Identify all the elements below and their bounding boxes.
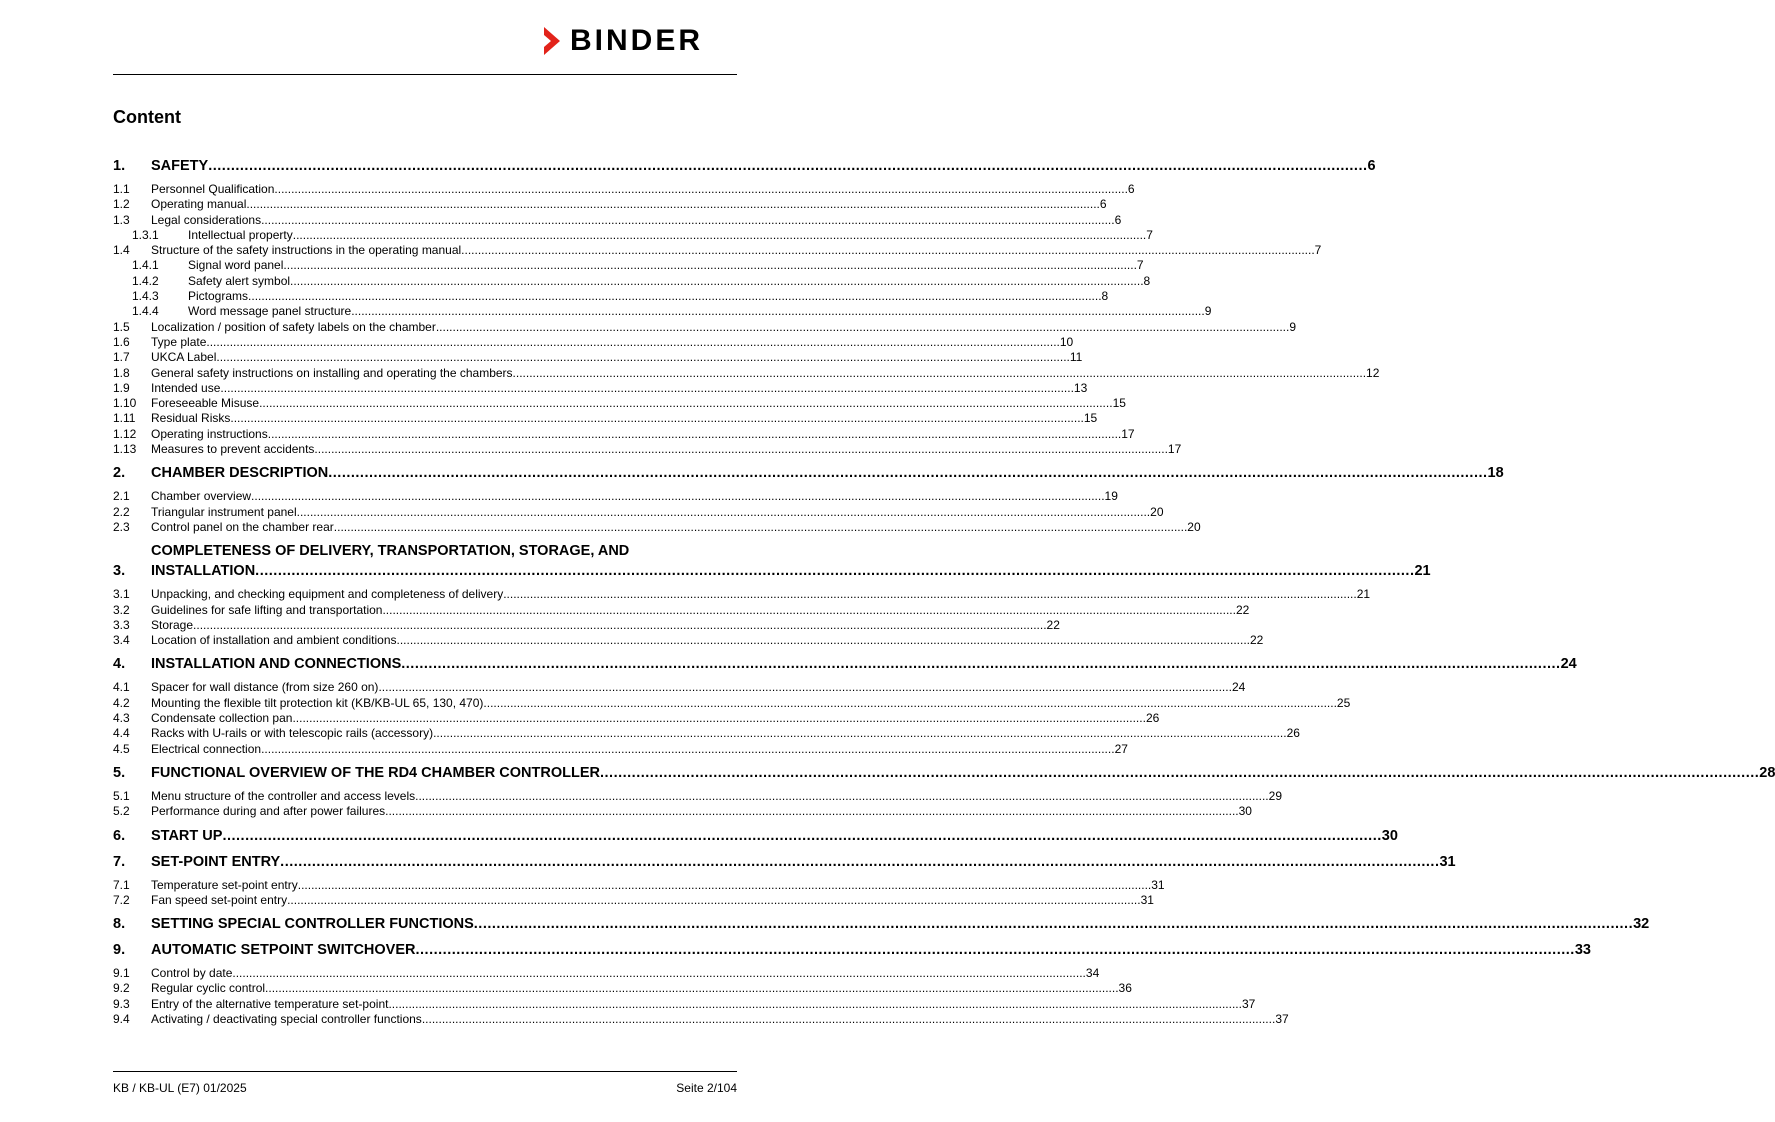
toc-number: 3.	[113, 563, 126, 580]
dot-leader	[483, 696, 1337, 711]
toc-page-number: 7	[1314, 243, 1322, 258]
dot-leader	[334, 520, 1188, 535]
dot-leader	[382, 603, 1236, 618]
toc-page-number: 31	[1439, 853, 1456, 870]
toc-title: Triangular instrument panel	[151, 504, 297, 519]
brand-name: BINDER	[570, 24, 704, 57]
toc-section[interactable]	[113, 877, 1165, 893]
toc-title: Fan speed set-point entry	[151, 892, 288, 907]
toc-title: Foreseeable Misuse	[151, 396, 260, 411]
toc-page-number: 34	[1085, 966, 1100, 981]
toc-page-number: 15	[1083, 411, 1098, 426]
toc-number: 2.	[113, 465, 126, 482]
toc-section[interactable]	[113, 602, 1250, 618]
toc-page-number: 10	[1059, 334, 1074, 349]
toc-number: 9.1	[113, 966, 130, 981]
toc-number: 4.4	[113, 726, 130, 741]
toc-title: Guidelines for safe lifting and transportation	[151, 602, 383, 617]
dot-leader	[388, 997, 1242, 1012]
toc-number: 7.1	[113, 877, 130, 892]
toc-title: Unpacking, and checking equipment and completeness of delivery	[151, 587, 504, 602]
toc-section[interactable]	[113, 1011, 1289, 1027]
toc-chapter[interactable]	[113, 940, 1591, 960]
toc-page-number: 24	[1560, 656, 1577, 673]
dot-leader	[255, 561, 1414, 581]
toc-number: 9.4	[113, 1011, 130, 1026]
toc-page-number: 17	[1121, 426, 1135, 441]
toc-title: Operating instructions	[151, 426, 268, 441]
toc-number: 1.13	[113, 442, 137, 457]
toc-title: Operating manual	[151, 197, 247, 212]
toc-title: AUTOMATIC SETPOINT SWITCHOVER	[151, 942, 416, 959]
toc-chapter[interactable]	[113, 463, 1504, 483]
dot-leader	[328, 463, 1487, 483]
dot-leader	[206, 335, 1060, 350]
toc-number: 1.9	[113, 380, 130, 395]
toc-title: COMPLETENESS OF DELIVERY, TRANSPORTATION, STORAGE, AND	[151, 543, 630, 560]
toc-title: Measures to prevent accidents	[151, 442, 315, 457]
dot-leader	[600, 763, 1759, 783]
toc-title-continued: INSTALLATION	[151, 563, 256, 580]
toc-page-number: 21	[1356, 587, 1371, 602]
toc-number: 4.1	[113, 680, 130, 695]
toc-number: 3.3	[113, 617, 130, 632]
toc-page-number: 37	[1241, 996, 1256, 1011]
toc-title: Condensate collection pan	[151, 711, 293, 726]
dot-leader	[232, 966, 1086, 981]
toc-page-number: 20	[1150, 504, 1164, 519]
toc-title: CHAMBER DESCRIPTION	[151, 465, 329, 482]
toc-page-number: 13	[1073, 380, 1088, 395]
binder-logo-icon	[542, 27, 562, 55]
toc-page-number: 24	[1231, 680, 1246, 695]
toc-page-number: 27	[1114, 741, 1128, 756]
dot-leader	[378, 680, 1232, 695]
toc-section[interactable]	[113, 617, 1060, 633]
toc-section[interactable]	[113, 212, 1122, 228]
toc-chapter[interactable]	[113, 156, 1376, 176]
toc-section[interactable]	[113, 981, 1132, 996]
toc-number: 1.4.3	[132, 289, 159, 304]
dot-leader	[287, 893, 1141, 908]
toc-title: Electrical connection	[151, 741, 262, 756]
toc-number: 4.3	[113, 711, 130, 726]
dot-leader	[208, 156, 1367, 176]
dot-leader	[436, 320, 1290, 335]
toc-page-number: 22	[1250, 633, 1264, 648]
dot-leader	[280, 852, 1439, 872]
toc-number: 3.2	[113, 602, 130, 617]
toc-page-number: 33	[1574, 942, 1591, 959]
toc-page-number: 19	[1104, 489, 1118, 504]
toc-page-number: 6	[1367, 158, 1376, 174]
toc-section[interactable]	[113, 504, 1164, 520]
dot-leader	[261, 213, 1115, 228]
toc-page-number: 22	[1046, 617, 1060, 632]
dot-leader	[261, 742, 1115, 757]
dot-leader	[230, 411, 1084, 426]
toc-number: 3.1	[113, 587, 130, 602]
toc-number: 5.1	[113, 788, 130, 803]
toc-number: 6.	[113, 827, 126, 844]
toc-title: Pictograms	[188, 289, 249, 304]
toc-chapter[interactable]	[113, 763, 1775, 783]
toc-page-number: 11	[1069, 350, 1083, 365]
toc-section[interactable]	[113, 695, 1351, 711]
toc-page-number: 26	[1286, 726, 1300, 741]
toc-number: 9.2	[113, 981, 130, 996]
toc-number: 4.5	[113, 741, 130, 756]
toc-page-number: 15	[1112, 396, 1126, 411]
toc-page-number: 18	[1487, 465, 1504, 482]
dot-leader	[461, 243, 1315, 258]
toc-title: Racks with U-rails or with telescopic rails (accessory)	[151, 726, 434, 741]
header-divider	[113, 74, 737, 75]
toc-title: Word message panel structure	[188, 304, 352, 319]
toc-number: 5.2	[113, 804, 130, 819]
toc-title: Safety alert symbol	[188, 273, 291, 288]
dot-leader	[216, 350, 1070, 365]
toc-number: 4.2	[113, 695, 130, 710]
toc-page-number: 30	[1381, 827, 1398, 844]
toc-subsection[interactable]	[113, 227, 1153, 243]
toc-number: 1.2	[113, 197, 130, 212]
toc-subsection[interactable]	[113, 304, 1212, 319]
dot-leader	[415, 789, 1269, 804]
toc-section[interactable]	[113, 380, 1088, 396]
toc-title: Performance during and after power failures	[151, 804, 386, 819]
dot-leader	[265, 981, 1119, 996]
toc-number: 1.6	[113, 334, 130, 349]
toc-number: 2.2	[113, 504, 130, 519]
toc-number: 9.	[113, 942, 126, 959]
toc-title: Personnel Qualification	[151, 182, 275, 196]
toc-title: General safety instructions on installing and operating the chambers	[151, 365, 513, 380]
dot-leader	[293, 228, 1147, 243]
toc-title: Entry of the alternative temperature set-point	[151, 996, 389, 1011]
toc-page-number: 36	[1118, 981, 1132, 996]
toc-title: SETTING SPECIAL CONTROLLER FUNCTIONS	[151, 916, 474, 933]
dot-leader	[297, 505, 1151, 520]
toc-title: Intended use	[151, 380, 221, 395]
dot-leader	[292, 711, 1146, 726]
toc-section[interactable]	[113, 741, 1128, 757]
toc-title: Residual Risks	[151, 411, 231, 426]
dot-leader	[298, 878, 1152, 893]
toc-section[interactable]	[113, 426, 1135, 442]
toc-section[interactable]	[113, 804, 1252, 819]
toc-title: SET-POINT ENTRY	[151, 853, 281, 870]
toc-page-number: 26	[1145, 711, 1160, 726]
toc-title: Activating / deactivating special controller functions	[151, 1011, 422, 1026]
toc-title: Location of installation and ambient conditions	[151, 633, 397, 648]
toc-page-number: 31	[1140, 892, 1154, 907]
toc-number: 1.4.2	[132, 273, 159, 288]
dot-leader	[433, 726, 1287, 741]
toc-section[interactable]	[113, 711, 1160, 726]
dot-leader	[397, 633, 1251, 648]
toc-page-number: 9	[1204, 304, 1212, 319]
toc-page-number: 12	[1366, 365, 1380, 380]
toc-number: 5.	[113, 764, 126, 781]
toc-page-number: 20	[1187, 519, 1201, 534]
toc-number: 1.4.1	[132, 258, 159, 273]
toc-chapter[interactable]	[113, 852, 1456, 872]
toc-title: Temperature set-point entry	[151, 877, 298, 892]
toc-title: Control panel on the chamber rear	[151, 519, 334, 534]
dot-leader	[513, 366, 1367, 381]
dot-leader	[246, 197, 1100, 212]
toc-page-number: 37	[1275, 1011, 1289, 1026]
toc-section[interactable]	[113, 519, 1201, 535]
toc-section[interactable]	[113, 334, 1074, 350]
toc-number: 7.2	[113, 892, 130, 907]
toc-page-number: 25	[1336, 695, 1351, 710]
footer-divider	[113, 1071, 737, 1072]
toc-number: 1.	[113, 158, 126, 174]
dot-leader	[416, 940, 1575, 960]
toc-title: Signal word panel	[188, 258, 284, 273]
footer-document-id: KB / KB-UL (E7) 01/2025	[113, 1081, 247, 1095]
page-title: Content	[113, 107, 181, 127]
toc-page-number: 17	[1167, 442, 1182, 457]
toc-title: Regular cyclic control	[151, 981, 266, 996]
dot-leader	[474, 914, 1633, 934]
brand-logo	[542, 24, 703, 58]
dot-leader	[248, 289, 1102, 304]
toc-page-number: 7	[1136, 258, 1144, 273]
toc-page-number: 6	[1127, 182, 1135, 196]
toc-subsection[interactable]	[113, 258, 1144, 273]
toc-section[interactable]	[113, 892, 1154, 908]
toc-number: 3.4	[113, 633, 130, 648]
dot-leader	[259, 396, 1113, 411]
toc-section[interactable]	[113, 350, 1083, 365]
footer-page-number: Seite 2/104	[676, 1081, 737, 1095]
toc-section[interactable]	[113, 489, 1118, 504]
dot-leader	[220, 381, 1074, 396]
toc-page-number: 6	[1099, 197, 1107, 212]
toc-title: INSTALLATION AND CONNECTIONS	[151, 656, 402, 673]
toc-chapter[interactable]	[113, 914, 1650, 934]
toc-number: 1.3	[113, 212, 130, 227]
dot-leader	[422, 1012, 1276, 1027]
toc-section[interactable]	[113, 587, 1371, 602]
toc-section[interactable]	[113, 411, 1098, 426]
toc-number: 1.5	[113, 319, 130, 334]
dot-leader	[314, 442, 1168, 457]
toc-section[interactable]	[113, 788, 1282, 804]
toc-section[interactable]	[113, 243, 1322, 258]
toc-number: 1.4.4	[132, 304, 159, 319]
toc-number: 9.3	[113, 996, 130, 1011]
toc-section[interactable]	[113, 396, 1126, 411]
table-of-contents	[113, 156, 1775, 1027]
toc-title: UKCA Label	[151, 350, 217, 365]
toc-chapter[interactable]	[113, 826, 1398, 846]
toc-page-number: 21	[1414, 563, 1431, 580]
toc-title: Localization / position of safety labels on the chamber	[151, 319, 436, 334]
toc-title: Type plate	[151, 334, 207, 349]
toc-section[interactable]	[113, 680, 1246, 695]
toc-title: Control by date	[151, 966, 233, 981]
toc-number: 1.7	[113, 350, 130, 365]
toc-page-number: 8	[1143, 273, 1151, 288]
dot-leader	[222, 826, 1381, 846]
toc-page-number: 32	[1633, 916, 1650, 933]
toc-page-number: 6	[1114, 212, 1122, 227]
dot-leader	[274, 182, 1128, 197]
dot-leader	[268, 427, 1122, 442]
toc-page-number: 28	[1759, 764, 1775, 781]
toc-title: Spacer for wall distance (from size 260 on)	[151, 680, 379, 695]
toc-number: 1.10	[113, 396, 137, 411]
dot-leader	[351, 304, 1205, 319]
toc-title: Intellectual property	[188, 227, 293, 242]
toc-subsection[interactable]	[113, 289, 1109, 304]
dot-leader	[385, 804, 1239, 819]
toc-page-number: 7	[1146, 227, 1153, 242]
toc-section[interactable]	[113, 442, 1182, 457]
toc-subsection[interactable]	[113, 273, 1151, 289]
toc-page-number: 9	[1289, 319, 1297, 334]
toc-page-number: 8	[1101, 289, 1109, 304]
toc-number: 8.	[113, 916, 126, 933]
toc-section[interactable]	[113, 726, 1300, 741]
toc-section[interactable]	[113, 633, 1264, 648]
toc-number: 1.11	[113, 411, 136, 426]
toc-number: 2.3	[113, 519, 130, 534]
toc-title: Storage	[151, 617, 194, 632]
toc-number: 4.	[113, 656, 126, 673]
dot-leader	[290, 274, 1144, 289]
toc-number: 1.3.1	[132, 227, 159, 242]
toc-title: Chamber overview	[151, 489, 252, 504]
toc-page-number: 29	[1268, 788, 1282, 803]
toc-title: SAFETY	[151, 158, 209, 174]
toc-title: FUNCTIONAL OVERVIEW OF THE RD4 CHAMBER CONTROLLER	[151, 764, 600, 781]
toc-section[interactable]	[113, 197, 1107, 212]
dot-leader	[503, 587, 1357, 602]
toc-number: 1.12	[113, 426, 137, 441]
toc-title: START UP	[151, 827, 223, 844]
toc-title: Mounting the flexible tilt protection kit (KB/KB-UL 65, 130, 470)	[151, 695, 484, 710]
dot-leader	[193, 618, 1047, 633]
toc-title: Legal considerations	[151, 212, 262, 227]
toc-chapter[interactable]	[113, 654, 1577, 674]
toc-number: 1.1	[113, 182, 130, 196]
toc-section[interactable]	[113, 966, 1100, 981]
toc-number: 1.4	[113, 243, 130, 258]
dot-leader	[283, 258, 1137, 273]
toc-section[interactable]	[113, 365, 1380, 381]
toc-section[interactable]	[113, 319, 1297, 335]
toc-number: 7.	[113, 853, 126, 870]
toc-chapter[interactable]	[113, 541, 1431, 581]
toc-section[interactable]	[113, 182, 1135, 197]
toc-number: 1.8	[113, 365, 130, 380]
toc-title: Structure of the safety instructions in the operating manual	[151, 243, 462, 258]
toc-number: 2.1	[113, 489, 130, 504]
toc-page-number: 31	[1151, 877, 1165, 892]
dot-leader	[251, 489, 1105, 504]
toc-page-number: 30	[1238, 804, 1252, 819]
toc-page-number: 22	[1235, 602, 1250, 617]
dot-leader	[401, 654, 1560, 674]
toc-title: Menu structure of the controller and access levels	[151, 788, 416, 803]
toc-section[interactable]	[113, 996, 1256, 1012]
